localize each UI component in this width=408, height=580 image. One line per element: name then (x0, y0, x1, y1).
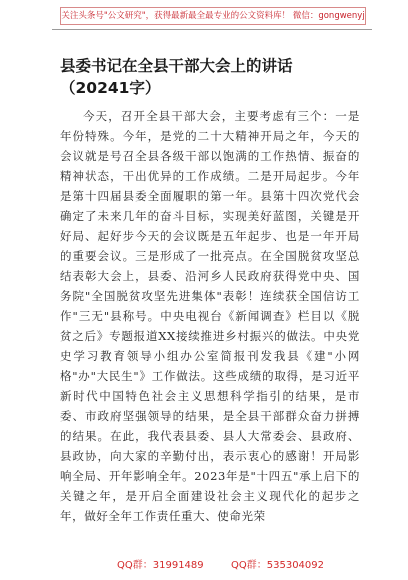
footer-qq-group-2: QQ群：535304092 (231, 560, 325, 571)
document-title: 县委书记在全县干部大会上的讲话（20241字） (60, 57, 293, 97)
page-footer (0, 558, 408, 574)
footer-qq-group-1: QQ群：31991489 (117, 560, 204, 571)
header-divider (52, 29, 372, 30)
header-banner: 关注头条号"公文研究"，获得最新最全最专业的公文资料库！ 微信：gongwenyj (60, 7, 366, 25)
document-body: 今天，召开全县干部大会，主要考虑有三个：一是年份特殊。今年，是党的二十大精神开局之年，今天的会议就是号召全县各级干部以饱满的工作热情、振奋的精神状态，干出优异的工作成绩。二是开局起步。今年是第十四届县委全面履职的第一年。县第十四次党代会确定了未来几年的奋斗目标，实现美好蓝图，关键是开好局、起好步今天的会议既是五年起步、也是一年开局的重要会议。三是形成了一批亮点。在全国脱贫攻坚总结表彰大会上，县委、沿河乡人民政府获得党中央、国务院"全国脱贫攻坚先进集体"表彰！连续获全国信访工作"三无"县称号。中央电视台《新闻调查》栏目以《脱贫之后》专题报道XX接续推进乡村振兴的做法。中央党史学习教育领导小组办公室简报刊发我县《建"小网格"办"大民生"》工作做法。这些成绩的取得，是习近平新时代中国特色社会主义思想科学指引的结果，是市委、市政府坚强领导的结果，是全县干部群众奋力拼搏的结果。在此，我代表县委、县人大常委会、县政府、县政协，向大家的辛勤付出，表示衷心的感谢！开局影响全局、开年影响全年。2023年是"十四五"承上启下的关键之年，是开启全面建设社会主义现代化的起步之年，做好全年工作责任重大、使命光荣 (60, 109, 360, 523)
